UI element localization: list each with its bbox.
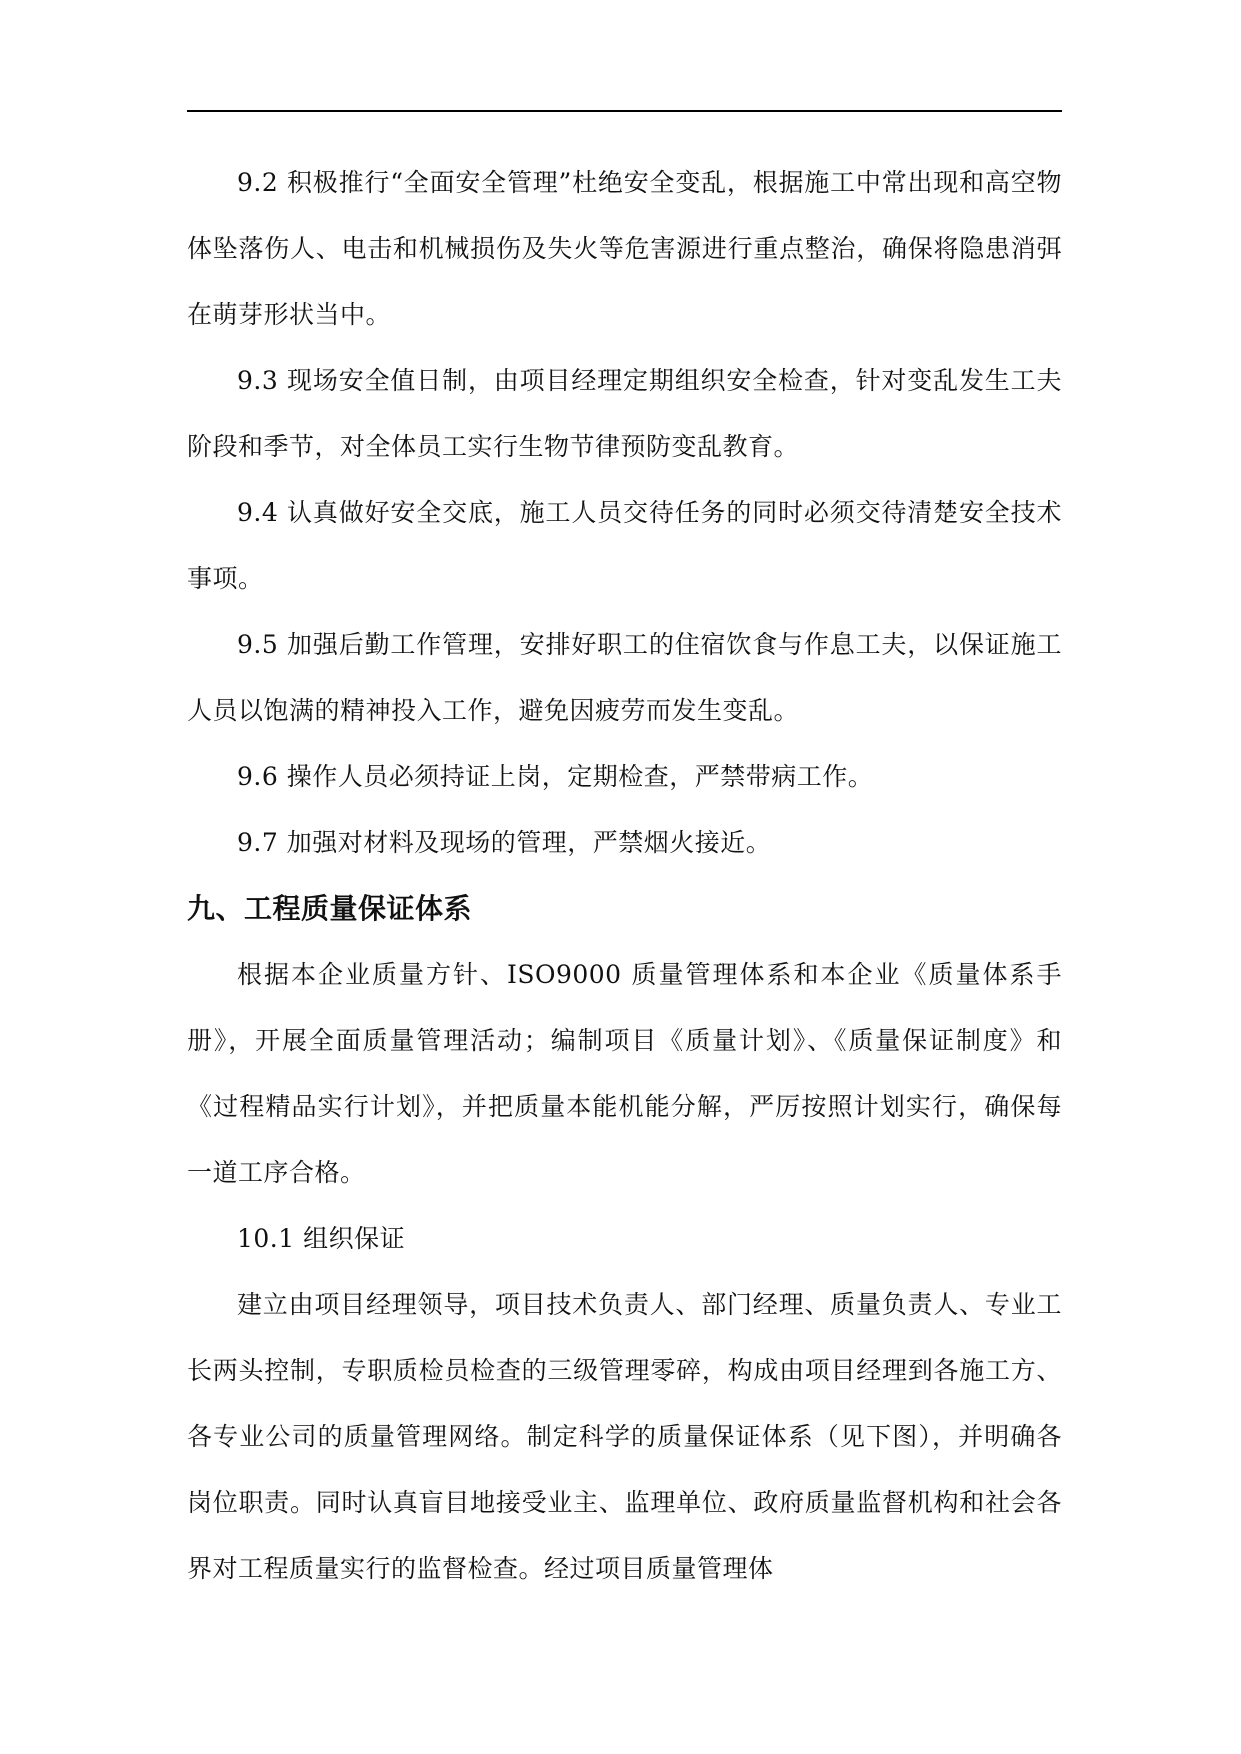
document-body: [187, 150, 1062, 1602]
paragraph-9-4: 9.4 认真做好安全交底，施工人员交待任务的同时必须交待清楚安全技术事项。: [187, 498, 1062, 593]
paragraph-9-3: 9.3 现场安全值日制，由项目经理定期组织安全检查，针对变乱发生工夫阶段和季节，对全体员工实行生物节律预防变乱教育。: [187, 366, 1062, 461]
paragraph-9-6: 9.6 操作人员必须持证上岗，定期检查，严禁带病工作。: [237, 762, 874, 791]
paragraph-organization: 建立由项目经理领导，项目技术负责人、部门经理、质量负责人、专业工长两头控制，专职质检员检查的三级管理零碎，构成由项目经理到各施工方、各专业公司的质量管理网络。制定科学的质量保证体系（见下图），并明确各岗位职责。同时认真盲目地接受业主、监理单位、政府质量监督机构和社会各界对工程质量实行的监督检查。经过项目质量管理体: [187, 1290, 1062, 1583]
paragraph-9-2: 9.2 积极推行“全面安全管理”杜绝安全变乱，根据施工中常出现和高空物体坠落伤人、电击和机械损伤及失火等危害源进行重点整治，确保将隐患消弭在萌芽形状当中。: [187, 168, 1062, 329]
paragraph-9-7: 9.7 加强对材料及现场的管理，严禁烟火接近。: [237, 828, 772, 857]
paragraph-quality-intro: 根据本企业质量方针、ISO9000 质量管理体系和本企业《质量体系手册》，开展全面质量管理活动；编制项目《质量计划》、《质量保证制度》和《过程精品实行计划》，并把质量本能机能分解，严厉按照计划实行，确保每一道工序合格。: [187, 960, 1062, 1187]
paragraph-9-5: 9.5 加强后勤工作管理，安排好职工的住宿饮食与作息工夫，以保证施工人员以饱满的精神投入工作，避免因疲劳而发生变乱。: [187, 630, 1062, 725]
section-heading: 九、工程质量保证体系: [187, 892, 473, 925]
header-rule: [187, 110, 1062, 112]
subheading-10-1: 10.1 组织保证: [237, 1224, 406, 1253]
